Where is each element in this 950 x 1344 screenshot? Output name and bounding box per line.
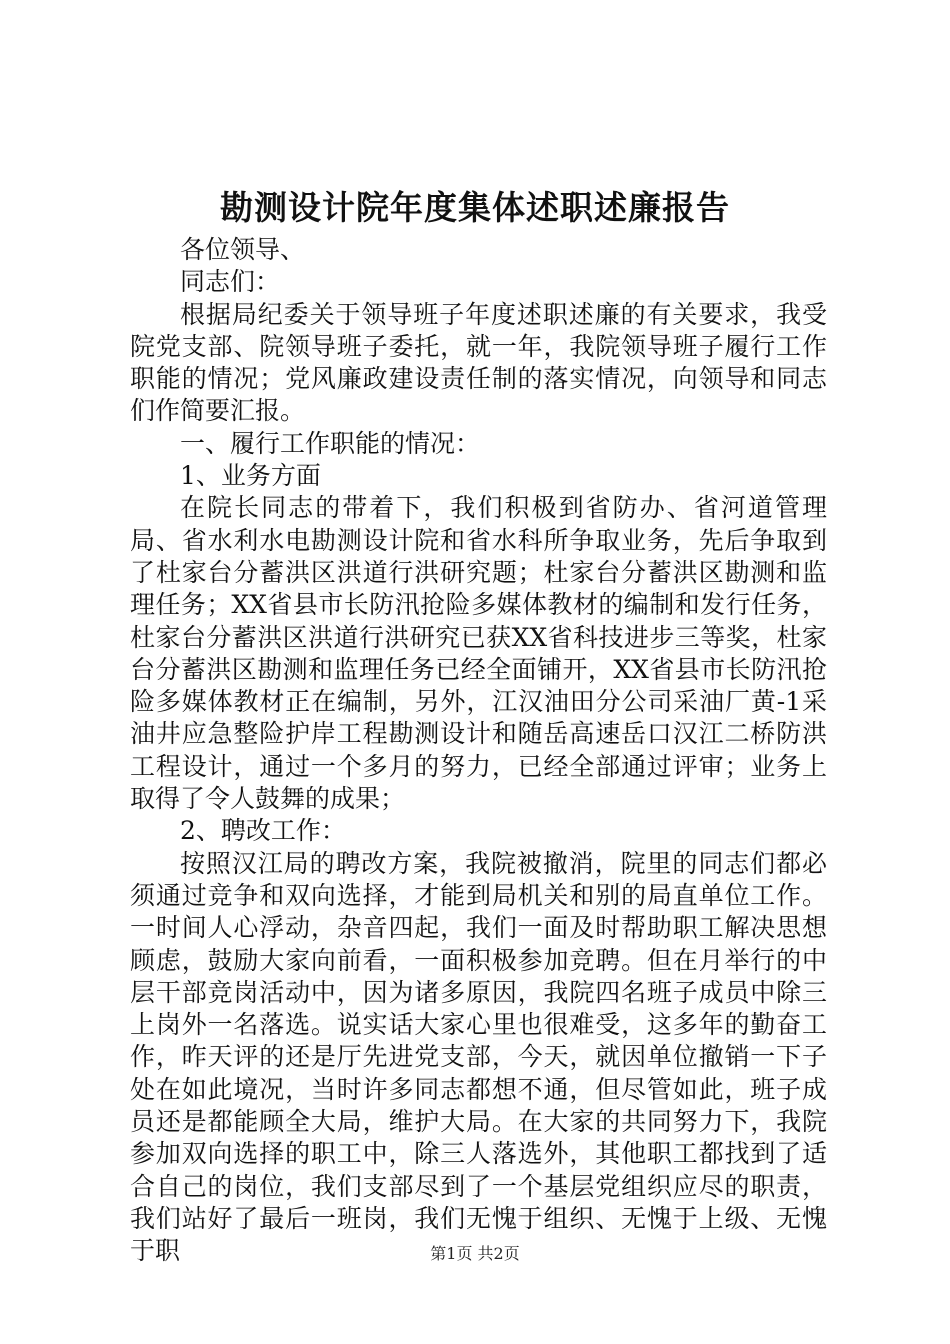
section-heading-1: 一、履行工作职能的情况： (180, 428, 481, 458)
document-title: 勘测设计院年度集体述职述廉报告 (220, 188, 730, 227)
salutation-comrades: 同志们： (180, 267, 281, 297)
reform-paragraph: 按照汉江局的聘改方案，我院被撤消，院里的同志们都必须通过竞争和双向选择，才能到局机关和别的局直单位工作。一时间人心浮动，杂音四起，我们一面及时帮助职工解决思想顾虑，鼓励大家向前看，一面积极参加竞聘。但在月举行的中层干部竞岗活动中，因为诸多原因，我院四名班子成员中除三上岗外一名落选。说实话大家心里也很难受，这多年的勤奋工作，昨天评的还是厅先进党支部，今天，就因单位撤销一下子处在如此境况，当时许多同志都想不通，但尽管如此，班子成员还是都能顾全大局，维护大局。在大家的共同努力下，我院参加双向选择的职工中，除三人落选外，其他职工都找到了适合自己的岗位，我们支部尽到了一个基层党组织应尽的职责，我们站好了最后一班岗，我们无愧于组织、无愧于上级、无愧于职 (130, 848, 827, 1266)
intro-paragraph: 根据局纪委关于领导班子年度述职述廉的有关要求，我受院党支部、院领导班子委托，就一年，我院领导班子履行工作职能的情况；党风廉政建设责任制的落实情况，向领导和同志们作简要汇报。 (130, 299, 827, 426)
page-footer: 第1页 共2页 (430, 1244, 520, 1263)
salutation-leaders: 各位领导、 (180, 235, 306, 264)
document-body (130, 234, 827, 1268)
subsection-heading-reform: 2、聘改工作： (180, 816, 346, 846)
business-paragraph: 在院长同志的带着下，我们积极到省防办、省河道管理局、省水利水电勘测设计院和省水科所争取业务，先后争取到了杜家台分蓄洪区洪道行洪研究题；杜家台分蓄洪区勘测和监理任务；XX省县市长防汛抢险多媒体教材的编制和发行任务，杜家台分蓄洪区洪道行洪研究已获XX省科技进步三等奖，杜家台分蓄洪区勘测和监理任务已经全面铺开，XX省县市长防汛抢险多媒体教材正在编制，另外，江汉油田分公司采油厂黄-1采油井应急整险护岸工程勘测设计和随岳高速岳口汉江二桥防洪工程设计，通过一个多月的努力，已经全部通过评审；业务上取得了令人鼓舞的成果； (130, 493, 827, 814)
subsection-heading-business: 1、业务方面 (180, 461, 321, 491)
